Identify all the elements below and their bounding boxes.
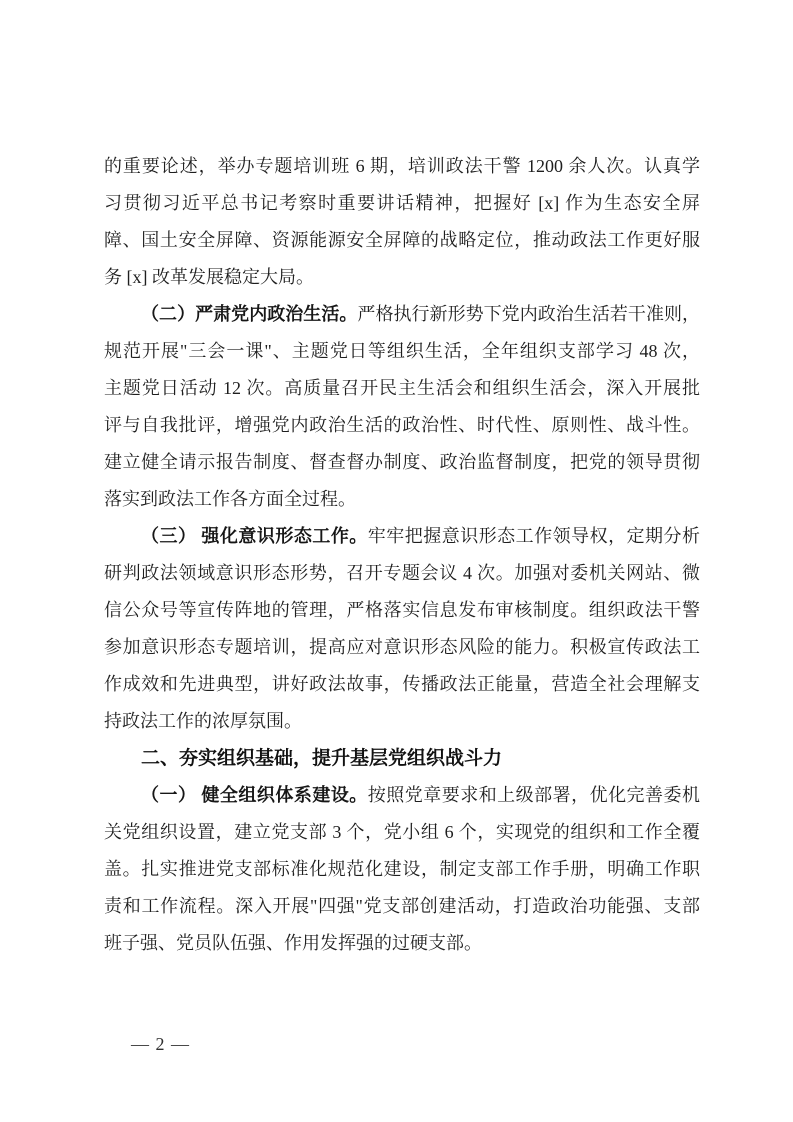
text-run: 落实到政法工作各方面全过程。 xyxy=(104,489,356,509)
body-line xyxy=(104,333,700,370)
text-run: 牢牢把握意识形态工作领导权，定期分析 xyxy=(367,526,701,546)
text-run: 研判政法领域意识形态形势，召开专题会议 4 次。加强对委机关网站、微 xyxy=(104,563,700,583)
emphasis-text-run: （一） 健全组织体系建设。 xyxy=(141,785,368,805)
text-run: 责和工作流程。深入开展"四强"党支部创建活动，打造政治功能强、支部 xyxy=(104,896,700,916)
paragraph-item-2 xyxy=(104,296,700,518)
document-body xyxy=(104,148,700,962)
body-line xyxy=(104,592,700,629)
body-line xyxy=(104,185,700,222)
heading-line xyxy=(104,740,700,777)
body-line xyxy=(104,518,700,555)
text-run: 按照党章要求和上级部署，优化完善委机 xyxy=(367,785,701,805)
text-run: 规范开展"三会一课"、主题党日等组织生活，全年组织支部学习 48 次， xyxy=(104,341,700,361)
text-run: 参加意识形态专题培训，提高应对意识形态风险的能力。积极宣传政法工 xyxy=(104,637,700,657)
text-run: 持政法工作的浓厚氛围。 xyxy=(104,711,302,731)
body-line xyxy=(104,259,700,296)
emphasis-text-run: （三） 强化意识形态工作。 xyxy=(141,526,368,546)
body-line xyxy=(104,407,700,444)
body-line xyxy=(104,222,700,259)
body-line xyxy=(104,888,700,925)
body-line xyxy=(104,296,700,333)
text-run: 习贯彻习近平总书记考察时重要讲话精神，把握好 [x] 作为生态安全屏 xyxy=(104,193,700,213)
text-run: 务 [x] 改革发展稳定大局。 xyxy=(104,267,314,287)
body-line xyxy=(104,703,700,740)
text-run: 严格执行新形势下党内政治生活若干准则， xyxy=(357,304,701,324)
text-run: 主题党日活动 12 次。高质量召开民主生活会和组织生活会，深入开展批 xyxy=(104,378,700,398)
body-line xyxy=(104,370,700,407)
text-run: 班子强、党员队伍强、作用发挥强的过硬支部。 xyxy=(104,933,482,953)
body-line xyxy=(104,925,700,962)
body-line xyxy=(104,629,700,666)
text-run: 评与自我批评，增强党内政治生活的政治性、时代性、原则性、战斗性。 xyxy=(104,415,700,435)
body-line xyxy=(104,814,700,851)
paragraph-continuation xyxy=(104,148,700,296)
paragraph-item-1 xyxy=(104,777,700,962)
page-number: — 2 — xyxy=(131,1034,190,1054)
text-run: 障、国土安全屏障、资源能源安全屏障的战略定位，推动政法工作更好服 xyxy=(104,230,700,250)
body-line xyxy=(104,851,700,888)
section-heading-2 xyxy=(104,740,700,777)
body-line xyxy=(104,666,700,703)
body-line xyxy=(104,777,700,814)
text-run: 盖。扎实推进党支部标准化规范化建设，制定支部工作手册，明确工作职 xyxy=(104,859,700,879)
text-run: 建立健全请示报告制度、督查督办制度、政治监督制度，把党的领导贯彻 xyxy=(104,452,700,472)
body-line xyxy=(104,444,700,481)
emphasis-text-run: （二）严肃党内政治生活。 xyxy=(141,304,358,324)
emphasis-text-run: 二、夯实组织基础，提升基层党组织战斗力 xyxy=(141,748,503,769)
text-run: 作成效和先进典型，讲好政法故事，传播政法正能量，营造全社会理解支 xyxy=(104,674,700,694)
body-line xyxy=(104,481,700,518)
text-run: 信公众号等宣传阵地的管理，严格落实信息发布审核制度。组织政法干警 xyxy=(104,600,700,620)
body-line xyxy=(104,555,700,592)
text-run: 关党组织设置，建立党支部 3 个，党小组 6 个，实现党的组织和工作全覆 xyxy=(104,822,700,842)
text-run: 的重要论述，举办专题培训班 6 期，培训政法干警 1200 余人次。认真学 xyxy=(104,156,700,176)
body-line xyxy=(104,148,700,185)
paragraph-item-3 xyxy=(104,518,700,740)
